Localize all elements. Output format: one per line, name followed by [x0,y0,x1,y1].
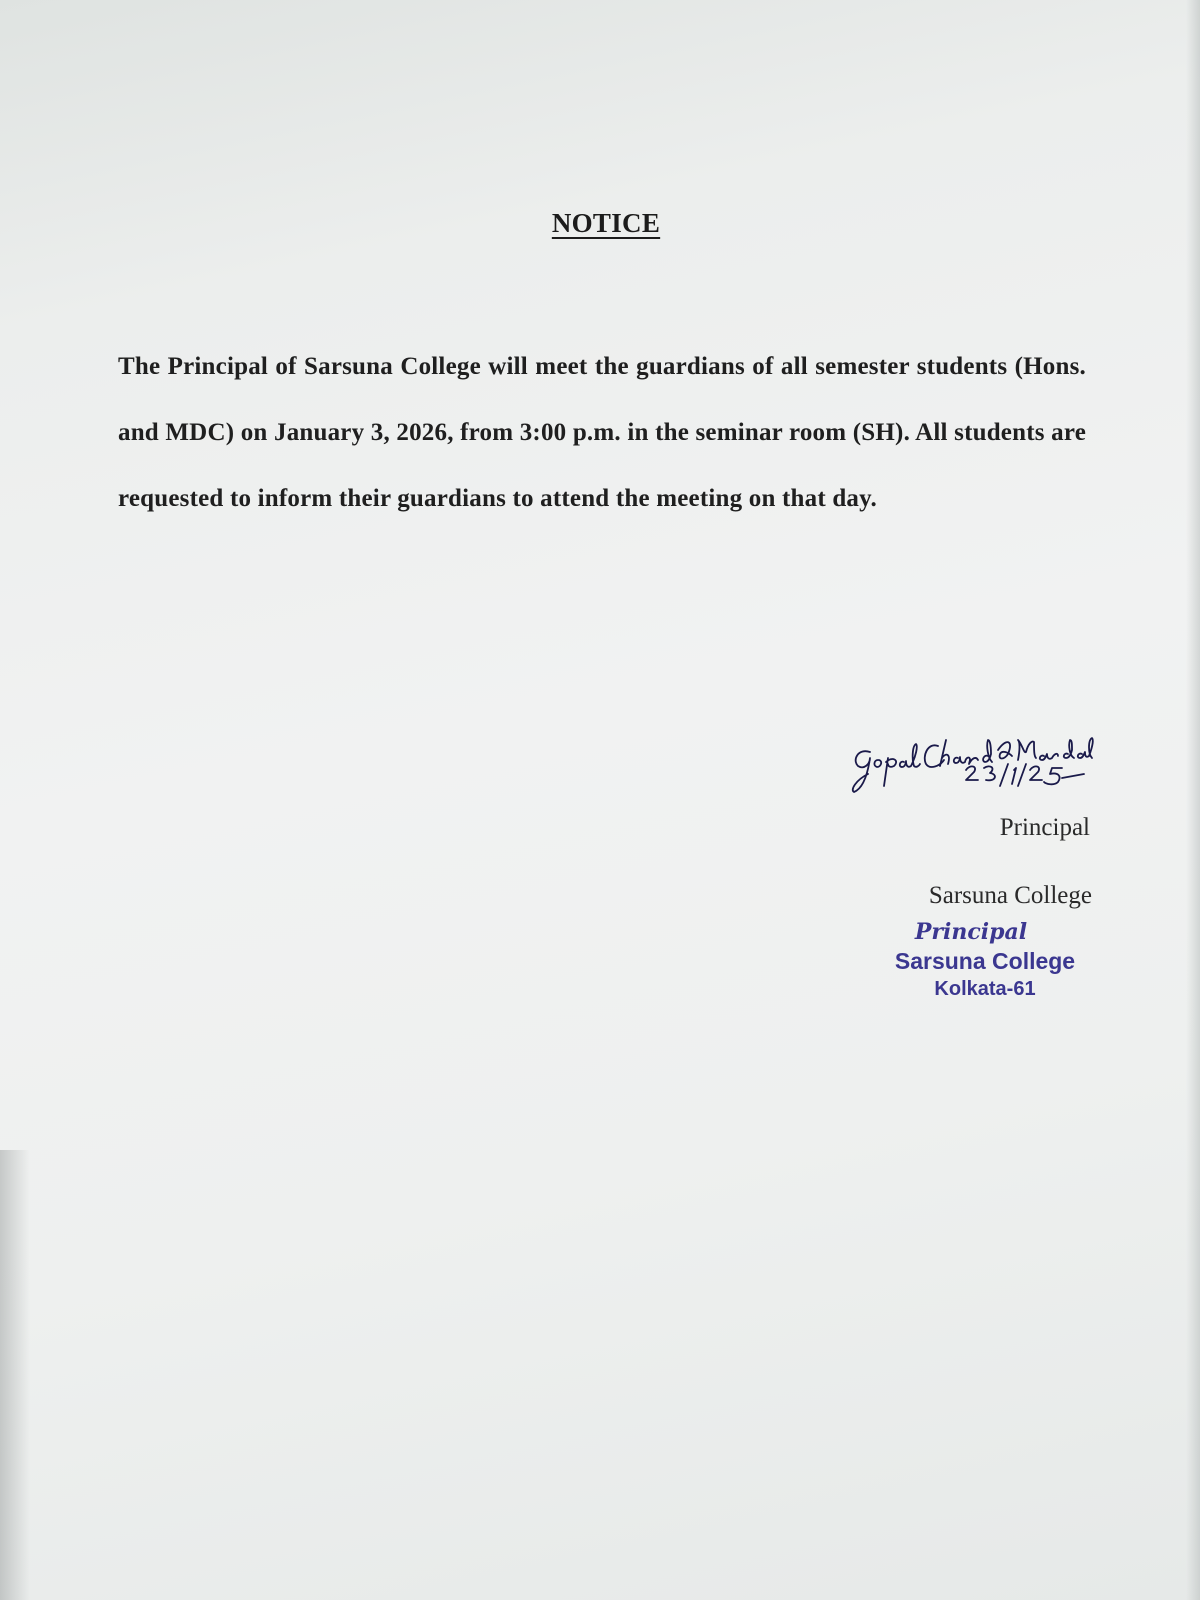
notice-body: The Principal of Sarsuna College will meet the guardians of all semester students (Hons. and MDC) on January 3, 2026, from 3:00 p.m. in the seminar room (SH). All students are requested to inform their guardians to attend the meeting on that day. [118,353,1086,512]
paper-edge [1186,0,1200,1600]
stamp-title: Principal [914,919,1028,945]
principal-stamp [870,918,1100,1002]
notice-title: NOTICE [551,208,661,238]
signatory-designation: Principal [999,814,1090,841]
stamp-place: Kolkata-61 [934,978,1036,1000]
handwritten-signature [848,730,1178,810]
stamp-institution: Sarsuna College [894,948,1076,974]
signatory-institution: Sarsuna College [928,882,1092,909]
paper-shadow [0,1150,30,1600]
